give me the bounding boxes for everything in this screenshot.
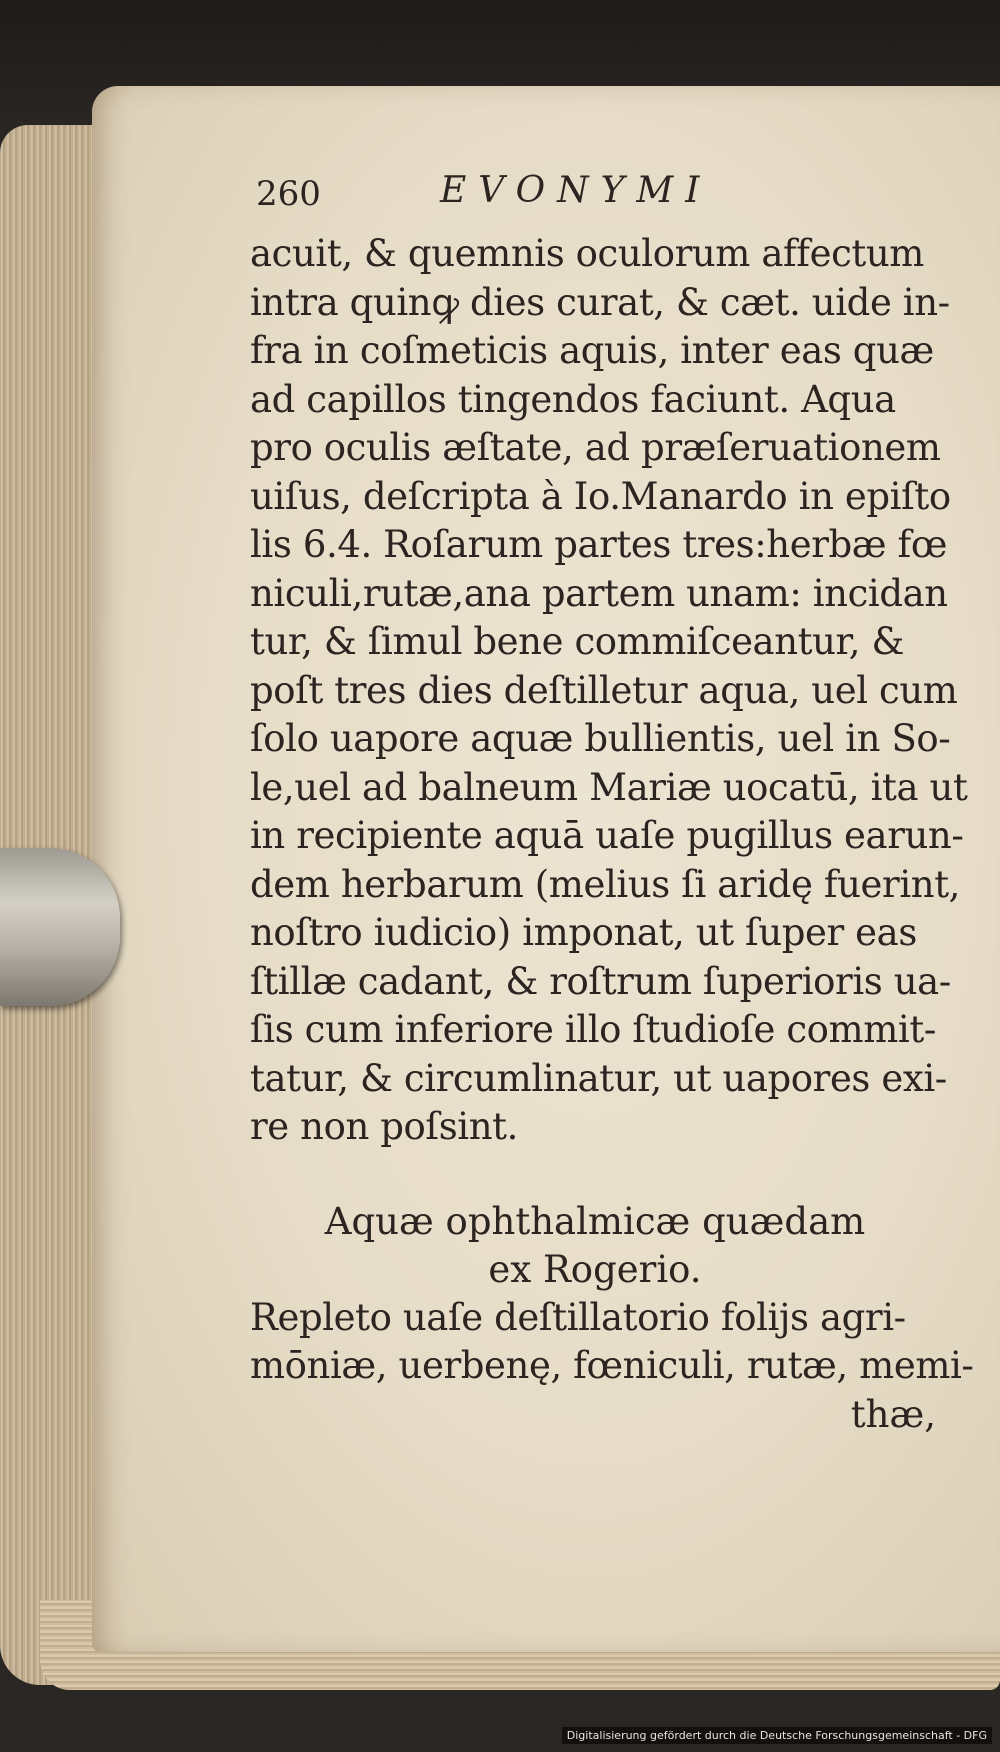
section-gap [250,1152,940,1198]
page-number: 260 [256,174,321,214]
body-line: ſtillæ cadant, & roſtrum ſuperioris ua- [250,959,951,1003]
catchword: thæ, [850,1392,936,1436]
body-line: noſtro iudicio) imponat, ut ſuper eas [250,911,917,954]
body-line: fra in coſmeticis aquis, inter eas quæ [250,329,934,372]
section-heading-line: ex Rogerio. [488,1247,702,1291]
body-line: ſis cum inferiore illo ſtudioſe commit- [250,1008,936,1051]
page-header [250,160,940,230]
body-line: pro oculis æſtate, ad præſeruationem [250,426,941,469]
body-line: niculi,rutæ,ana partem unam: incidan [250,571,948,615]
body-line: mōniæ, uerbenę, fœniculi, rutæ, memi- [250,1344,974,1387]
body-line: uiſus, deſcripta à Io.Manardo in epiſto [250,474,951,518]
section-heading [250,1198,940,1294]
body-line: lis 6.4. Roſarum partes tres:herbæ fœ [250,523,947,566]
page-text [250,160,974,1439]
body-line: poſt tres dies deſtilletur aqua, uel cum [250,668,958,712]
section-paragraph [250,1294,974,1439]
body-line: dem herbarum (melius ſi aridę fuerint, [250,862,961,906]
bookmark-clip [0,848,120,1006]
body-line: ſolo uapore aquæ bullientis, uel in So- [250,717,951,760]
body-line: tur, & ſimul bene commiſceantur, & [250,620,905,663]
body-line: le,uel ad balneum Mariæ uocatū, ita ut [250,765,968,809]
section-heading-line: Aquæ ophthalmicæ quædam [324,1199,866,1243]
body-line: intra quinꝙ dies curat, & cæt. uide in- [250,280,950,324]
body-line: re non poſsint. [250,1105,518,1148]
running-head: EVONYMI [440,170,712,211]
body-paragraph [250,230,968,1152]
body-line: tatur, & circumlinatur, ut uapores exi- [250,1056,947,1100]
body-line: acuit, & quemnis oculorum affectum [250,232,924,275]
body-line: Repleto uaſe deſtillatorio folijs agri- [250,1295,906,1339]
body-line: in recipiente aquā uaſe pugillus earun- [250,814,964,857]
digitization-credit: Digitalisierung gefördert durch die Deutsche Forschungsgemeinschaft - DFG [562,1727,992,1744]
body-line: ad capillos tingendos faciunt. Aqua [250,377,896,421]
